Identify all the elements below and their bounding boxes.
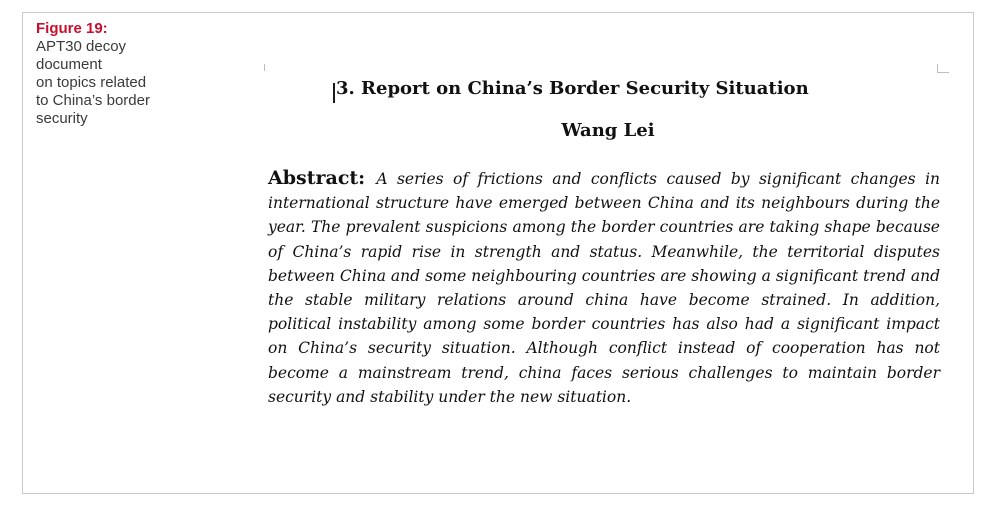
abstract-label: Abstract: (268, 167, 377, 189)
crop-mark-left (264, 64, 265, 71)
document-abstract (268, 166, 940, 409)
figure-caption-text: APT30 decoy document on topics related to China’s border security (36, 38, 150, 127)
text-cursor (333, 83, 335, 103)
document-author: Wang Lei (561, 120, 655, 141)
figure-label: Figure 19: (36, 20, 108, 37)
document-title: 3. Report on China’s Border Security Situation (336, 78, 809, 99)
figure-caption (36, 20, 206, 128)
decoy-document (240, 30, 960, 460)
abstract-text: A series of frictions and conflicts caused by significant changes in international structure have emerged between China and its neighbours during the year. The prevalent suspicions among the border countries are taking shape because of China’s rapid rise in strength and status. Meanwhile, the territorial disputes between China and some neighbouring countries are showing a significant trend and the stable military relations around china have become strained. In addition, political instability among some border countries has also had a significant impact on China’s security situation. Although conflict instead of cooperation has not become a mainstream trend, china faces serious challenges to maintain border security and stability under the new situation. (268, 170, 941, 406)
crop-mark-right (937, 64, 949, 73)
